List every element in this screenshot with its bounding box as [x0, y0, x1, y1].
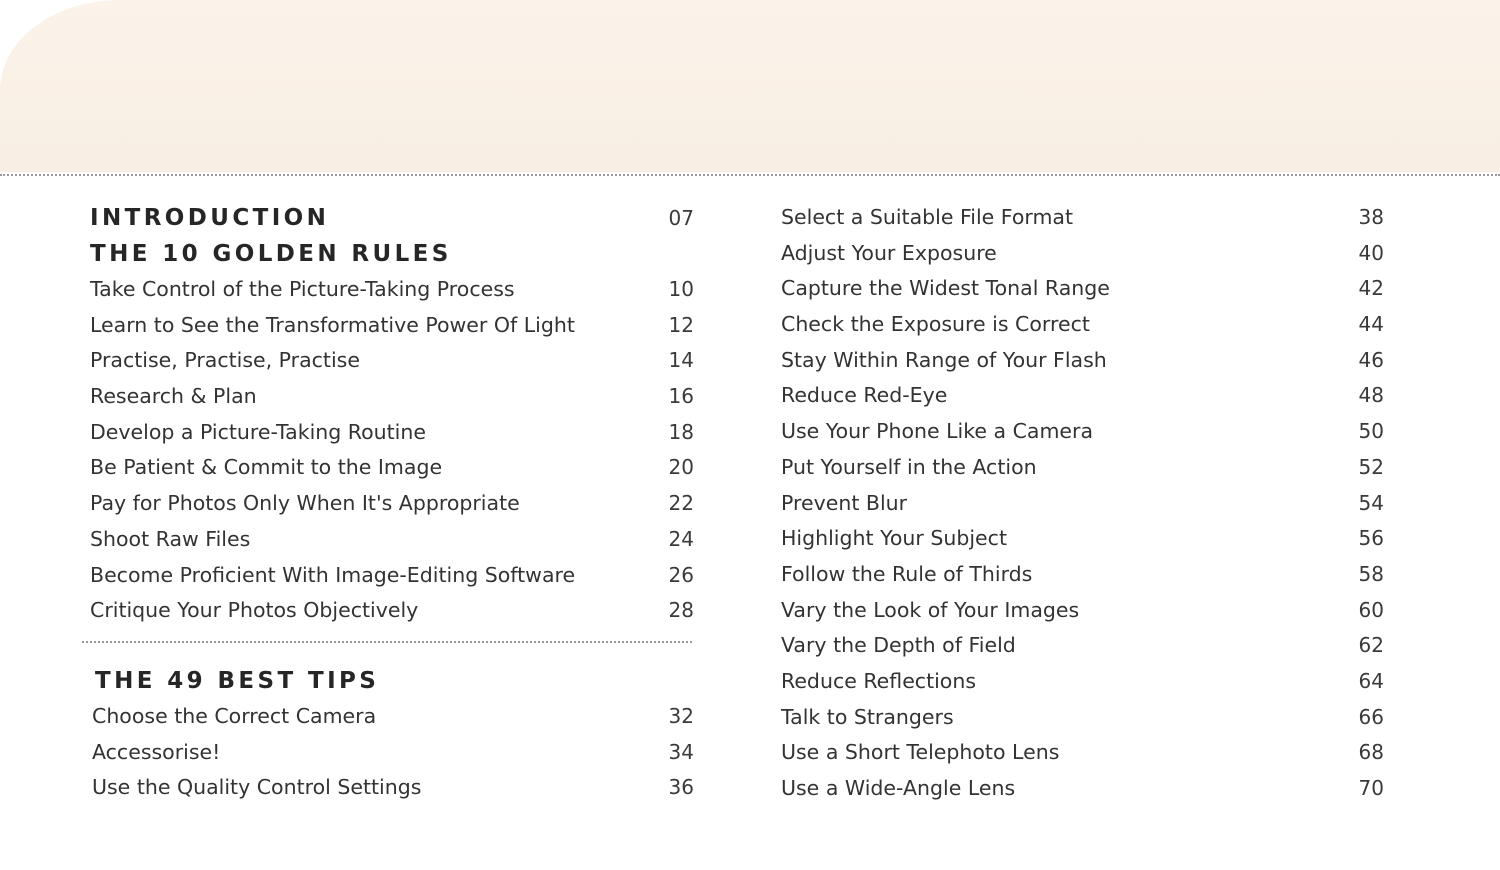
entry-page-number: 58 [1358, 561, 1384, 586]
toc-entry[interactable] [781, 343, 1384, 379]
entry-title: Practise, Practise, Practise [90, 348, 360, 373]
section-page-number: 07 [668, 206, 694, 230]
entry-page-number: 62 [1358, 633, 1384, 658]
entry-page-number: 42 [1358, 276, 1384, 301]
entry-title: Vary the Depth of Field [781, 633, 1016, 658]
entry-page-number: 48 [1358, 383, 1384, 408]
toc-entry[interactable] [781, 593, 1384, 629]
entry-page-number: 12 [668, 312, 694, 337]
toc-entry[interactable] [90, 415, 694, 451]
entry-title: Shoot Raw Files [90, 526, 251, 551]
entry-page-number: 10 [668, 277, 694, 301]
toc-entry[interactable] [781, 378, 1384, 414]
entry-title: Research & Plan [90, 384, 257, 409]
entry-page-number: 16 [668, 384, 694, 409]
entry-page-number: 18 [668, 419, 694, 444]
entry-page-number: 52 [1358, 454, 1384, 479]
entry-title: Reduce Red-Eye [781, 383, 948, 408]
entry-page-number: 60 [1358, 597, 1384, 622]
section-title: THE 49 BEST TIPS [95, 667, 380, 694]
entry-page-number: 36 [668, 775, 694, 800]
entry-page-number: 68 [1358, 740, 1384, 765]
entry-title: Capture the Widest Tonal Range [781, 276, 1110, 301]
toc-entry[interactable] [90, 558, 694, 594]
entry-page-number: 40 [1358, 240, 1384, 265]
toc-entry[interactable] [781, 521, 1384, 557]
entry-title: Select a Suitable File Format [781, 205, 1074, 229]
entry-title: Learn to See the Transformative Power Of Light [90, 312, 575, 337]
entry-page-number: 32 [668, 703, 694, 728]
entry-title: Use the Quality Control Settings [92, 775, 422, 800]
toc-section-best-tips[interactable] [90, 663, 694, 699]
section-title: INTRODUCTION [90, 205, 330, 231]
entry-title: Choose the Correct Camera [92, 703, 377, 728]
entry-page-number: 24 [668, 526, 694, 551]
entry-title: Vary the Look of Your Images [781, 597, 1080, 622]
entry-title: Follow the Rule of Thirds [781, 561, 1033, 586]
toc-entry[interactable] [90, 522, 694, 558]
header-image-band [0, 0, 1500, 172]
toc-entry[interactable] [781, 557, 1384, 593]
toc-entry[interactable] [781, 271, 1384, 307]
entry-title: Use Your Phone Like a Camera [781, 419, 1094, 444]
dotted-divider-section [82, 641, 692, 643]
toc-entry[interactable] [781, 664, 1384, 700]
entry-title: Put Yourself in the Action [781, 454, 1037, 479]
entry-page-number: 20 [668, 455, 694, 480]
entry-page-number: 34 [668, 739, 694, 764]
entry-page-number: 26 [668, 562, 694, 587]
entry-page-number: 56 [1358, 526, 1384, 551]
entry-title: Pay for Photos Only When It's Appropriate [90, 491, 520, 516]
toc-section-introduction[interactable] [90, 200, 694, 236]
entry-title: Accessorise! [92, 739, 221, 764]
toc-entry[interactable] [90, 486, 694, 522]
entry-page-number: 28 [668, 598, 694, 623]
toc-column-left [90, 200, 694, 806]
entry-page-number: 46 [1358, 347, 1384, 372]
toc-entry[interactable] [90, 272, 694, 308]
entry-page-number: 66 [1358, 704, 1384, 729]
toc-entry[interactable] [781, 450, 1384, 486]
toc-entry[interactable] [90, 699, 694, 735]
toc-entry[interactable] [90, 379, 694, 415]
entry-title: Highlight Your Subject [781, 526, 1007, 551]
entry-page-number: 64 [1358, 668, 1384, 693]
toc-entry[interactable] [781, 735, 1384, 771]
entry-title: Prevent Blur [781, 490, 908, 515]
toc-entry[interactable] [90, 770, 694, 806]
toc-entry[interactable] [90, 593, 694, 629]
entry-title: Critique Your Photos Objectively [90, 598, 419, 623]
entry-title: Adjust Your Exposure [781, 240, 997, 265]
entry-page-number: 38 [1358, 205, 1384, 229]
entry-title: Be Patient & Commit to the Image [90, 455, 443, 480]
toc-column-right [781, 200, 1384, 807]
toc-entry[interactable] [781, 486, 1384, 522]
section-title: THE 10 GOLDEN RULES [90, 241, 452, 267]
toc-entry[interactable] [90, 343, 694, 379]
dotted-divider-top [0, 174, 1500, 176]
entry-title: Reduce Reflections [781, 668, 977, 693]
toc-entry[interactable] [781, 307, 1384, 343]
toc-section-golden-rules[interactable] [90, 236, 694, 272]
entry-page-number: 70 [1358, 776, 1384, 800]
entry-page-number: 22 [668, 491, 694, 516]
toc-entry[interactable] [781, 200, 1384, 236]
entry-title: Talk to Strangers [781, 704, 954, 729]
entry-page-number: 54 [1358, 490, 1384, 515]
entry-page-number: 14 [668, 348, 694, 373]
entry-page-number: 44 [1358, 312, 1384, 337]
toc-entry[interactable] [781, 700, 1384, 736]
entry-title: Become Proficient With Image-Editing Software [90, 562, 576, 587]
toc-entry[interactable] [781, 414, 1384, 450]
toc-entry[interactable] [781, 236, 1384, 272]
entry-title: Take Control of the Picture-Taking Process [90, 277, 515, 301]
toc-entry[interactable] [90, 450, 694, 486]
toc-entry[interactable] [781, 771, 1384, 807]
toc-entry[interactable] [781, 628, 1384, 664]
toc-entry[interactable] [90, 308, 694, 344]
entry-title: Use a Wide-Angle Lens [781, 776, 1016, 800]
entry-title: Use a Short Telephoto Lens [781, 740, 1060, 765]
entry-title: Check the Exposure is Correct [781, 312, 1090, 337]
toc-entry[interactable] [90, 735, 694, 771]
entry-title: Stay Within Range of Your Flash [781, 347, 1107, 372]
entry-title: Develop a Picture-Taking Routine [90, 419, 426, 444]
entry-page-number: 50 [1358, 419, 1384, 444]
